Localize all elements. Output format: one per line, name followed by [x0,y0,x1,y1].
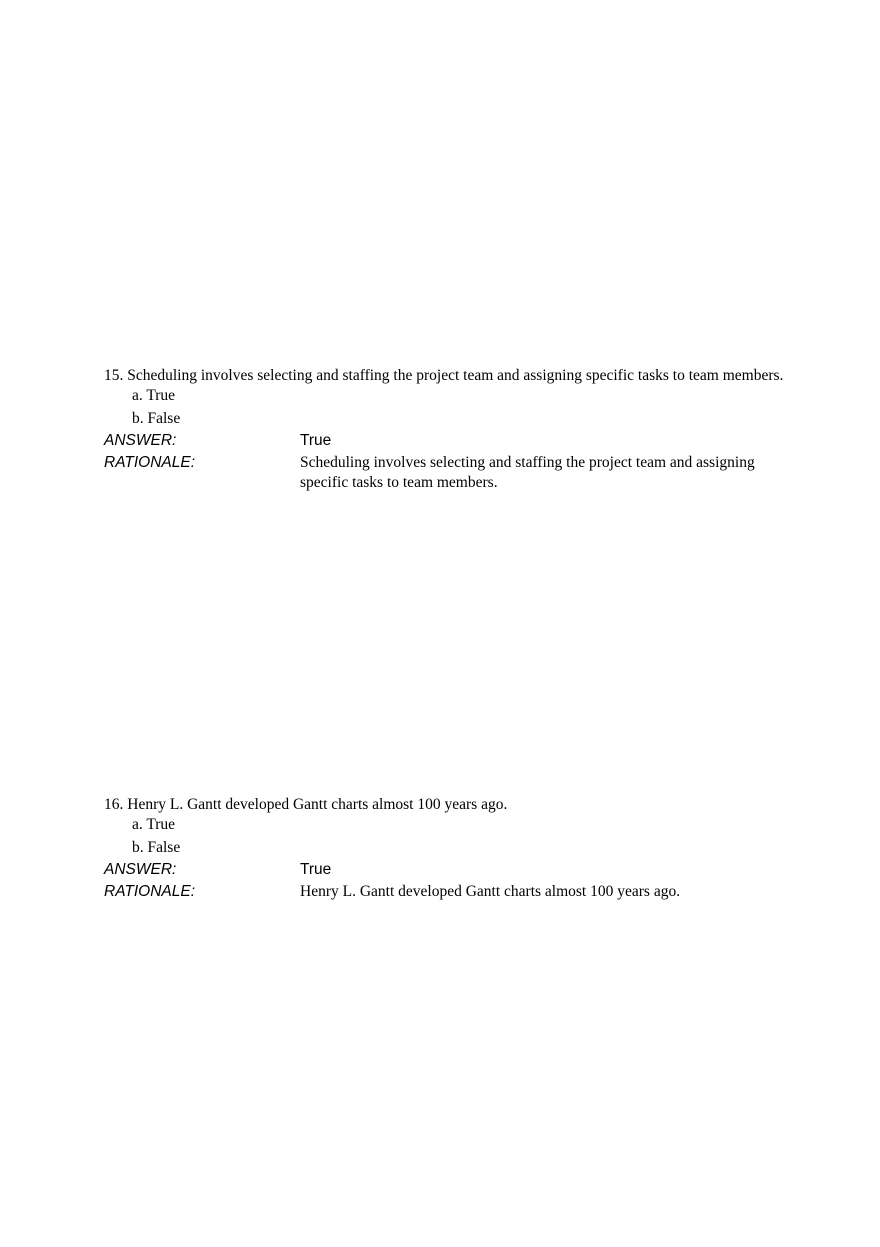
rationale-text: Scheduling involves selecting and staffing the project team and assigning specific tasks to team members. [300,454,755,491]
answer-label: ANSWER: [104,861,177,878]
rationale-label: RATIONALE: [104,883,196,900]
rationale-text: Henry L. Gantt developed Gantt charts almost 100 years ago. [300,883,681,900]
answer-value: True [300,861,332,878]
question-15 [104,366,784,492]
rationale-row [104,881,784,902]
answer-choices [104,814,784,859]
question-stem: 16. Henry L. Gantt developed Gantt charts almost 100 years ago. [104,796,508,813]
choice-b: b. False [132,838,181,856]
question-16 [104,795,784,902]
choice-b: b. False [132,409,181,427]
answer-row [104,430,784,452]
answer-label: ANSWER: [104,432,177,449]
answer-value: True [300,432,332,449]
question-stem: 15. Scheduling involves selecting and staffing the project team and assigning specific tasks to team members. [104,367,784,384]
answer-choices [104,385,784,430]
answer-row [104,859,784,881]
rationale-row [104,452,784,492]
rationale-label: RATIONALE: [104,454,196,471]
choice-a: a. True [132,816,176,833]
choice-a: a. True [132,387,176,404]
